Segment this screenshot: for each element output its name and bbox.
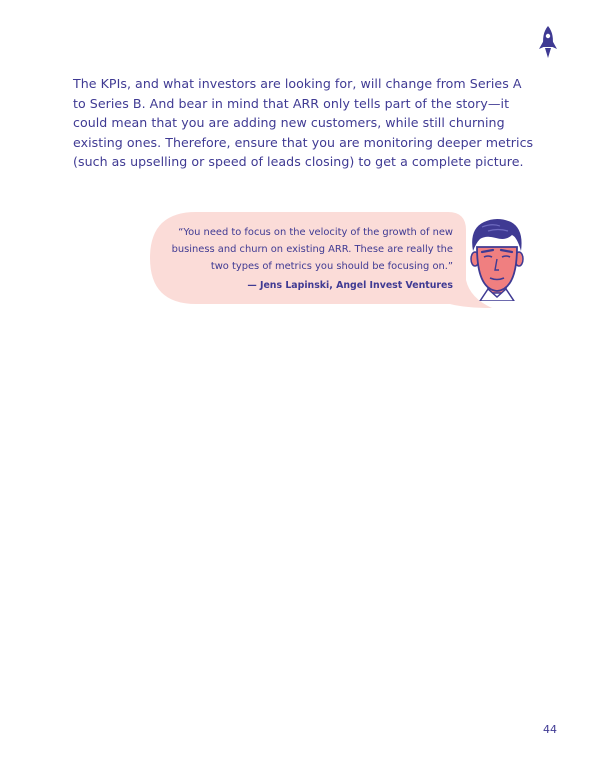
body-paragraph: The KPIs, and what investors are looking for, will change from Series A to Series B. And bear in mind that ARR only tells part of the story—it could mean that you are adding new customers, while still churning existing ones. Therefore, ensure that you are monitoring deeper metrics (such as upselling or speed of leads closing) to get a complete picture. [73,76,534,169]
quote-text: “You need to focus on the velocity of the growth of new business and churn on existing ARR. These are really the two types of metrics you should be focusing on.” [171,227,453,273]
quote-bubble [148,208,492,312]
quote-attribution: — Jens Lapinski, Angel Invest Ventures [247,280,453,291]
page-number: 44 [543,723,557,736]
rocket-icon [538,25,558,59]
avatar-illustration [466,217,528,301]
